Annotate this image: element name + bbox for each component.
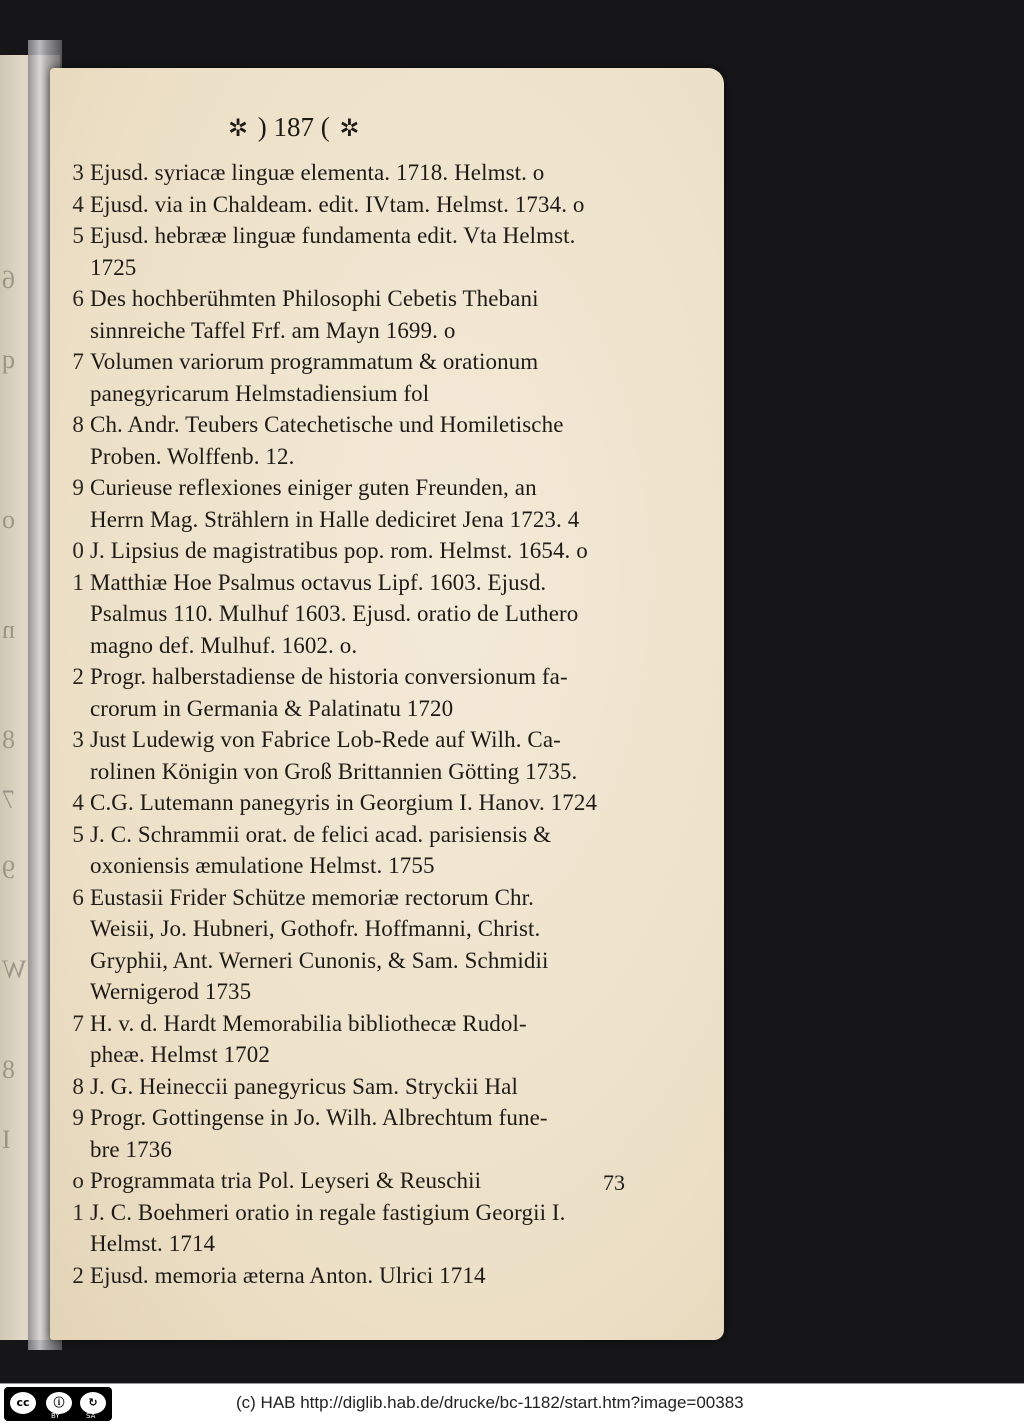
entry-line: [50, 538, 588, 564]
entry-text: Wernigerod 1735: [90, 979, 252, 1004]
entry-number: 9: [72, 1105, 84, 1130]
entry-text: magno def. Mulhuf. 1602. o.: [90, 632, 358, 658]
entry-line: [50, 696, 453, 722]
entry-number: 2: [72, 1262, 84, 1288]
entry-line: [50, 1105, 548, 1131]
entry-text: Gryphii, Ant. Werneri Cunonis, & Sam. Schmidii: [90, 947, 549, 973]
entry-number: 3: [72, 727, 84, 752]
entry-text: Des hochberühmten Philosophi Cebetis Thebani: [90, 286, 539, 311]
entry-number: 4: [72, 790, 84, 815]
entry-text: J. G. Heineccii panegyricus Sam. Stryckii Hal: [90, 1073, 518, 1099]
entry-text: Ejusd. hebrææ linguæ fundamenta edit. Vta Helmst.: [90, 223, 576, 248]
entry-line: [50, 664, 568, 690]
entry-number: 8: [72, 1073, 84, 1099]
entry-number: 2: [72, 664, 84, 689]
ornament-icon: ✲: [339, 116, 360, 142]
entry-text: C.G. Lutemann panegyris in Georgium I. Hanov. 1724: [90, 790, 598, 815]
entry-text: oxoniensis æmulatione Helmst. 1755: [90, 853, 435, 878]
entry-text: Just Ludewig von Fabrice Lob-Rede auf Wilh. Ca-: [90, 727, 561, 752]
page-number: ) 187 (: [257, 112, 330, 142]
entry-text: Programmata tria Pol. Leyseri & Reuschii: [90, 1168, 482, 1193]
entry-number: 1: [72, 1199, 84, 1225]
entry-text: Matthiæ Hoe Psalmus octavus Lipf. 1603. Ejusd.: [90, 569, 547, 595]
entry-text: 1725: [90, 254, 137, 280]
entry-text: bre 1736: [90, 1136, 172, 1162]
book-page: [50, 68, 724, 1340]
entry-line: [50, 381, 429, 407]
entry-number: 0: [72, 538, 84, 563]
entry-number: 9: [72, 475, 84, 500]
entry-line: [50, 979, 251, 1005]
entry-line: [50, 223, 576, 249]
entry-number: 6: [72, 884, 84, 910]
entry-line: [50, 286, 539, 312]
cc-label-sa: SA: [86, 1412, 96, 1420]
entry-line: [50, 412, 564, 438]
entry-number: 7: [72, 349, 84, 374]
entry-text: crorum in Germania & Palatinatu 1720: [90, 695, 454, 721]
cc-label-by: BY: [51, 1412, 60, 1420]
footer-bar: [0, 1383, 1024, 1424]
entry-text: J. C. Boehmeri oratio in regale fastigium Georgii I.: [90, 1199, 566, 1225]
entry-text: Ejusd. memoria æterna Anton. Ulrici 1714: [90, 1262, 486, 1288]
entry-text: Helmst. 1714: [90, 1231, 216, 1256]
sa-icon: ↻: [78, 1390, 108, 1416]
entry-text: Curieuse reflexiones einiger guten Freunden, an: [90, 475, 537, 500]
entry-line: [50, 759, 577, 785]
entry-line: [50, 1263, 486, 1289]
entry-text: sinnreiche Taffel Frf. am Mayn 1699. o: [90, 317, 456, 343]
entry-text: rolinen Königin von Groß Brittannien Götting 1735.: [90, 758, 578, 784]
entry-line: [50, 948, 548, 974]
entry-line: [50, 1011, 527, 1037]
facing-page-edge: 6 q o n 8 7 9 W 8 I: [0, 55, 60, 1340]
entry-line: [50, 475, 537, 501]
entry-line: [50, 160, 544, 186]
entry-text: Weisii, Jo. Hubneri, Gothofr. Hoffmanni, Christ.: [90, 916, 541, 941]
copyright-link[interactable]: (c) HAB http://diglib.hab.de/drucke/bc-1182/start.htm?image=00383: [236, 1393, 744, 1412]
entry-text: Herrn Mag. Strählern in Halle dediciret Jena 1723. 4: [90, 506, 580, 532]
cc-license-badge[interactable]: [4, 1387, 112, 1421]
entry-text: Ejusd. syriacæ linguæ elementa. 1718. Helmst. o: [90, 160, 545, 185]
entry-line: [50, 349, 538, 375]
entry-line: [50, 255, 136, 281]
entry-line: [50, 885, 534, 911]
entry-text: Volumen variorum programmatum & orationum: [90, 349, 539, 374]
ornament-icon: ✲: [227, 116, 249, 142]
entry-text: J. Lipsius de magistratibus pop. rom. Helmst. 1654. o: [90, 538, 588, 563]
entry-text: Ejusd. via in Chaldeam. edit. IVtam. Helmst. 1734. o: [90, 191, 585, 217]
entry-line: [50, 1200, 566, 1226]
entry-number: 7: [72, 1010, 84, 1036]
entry-text: Ch. Andr. Teubers Catechetische und Homiletische: [90, 412, 564, 437]
entry-text: J. C. Schrammii orat. de felici acad. parisiensis &: [90, 821, 552, 847]
entry-number: o: [72, 1168, 84, 1193]
entry-line: [50, 1231, 215, 1257]
entry-number: 6: [72, 286, 84, 311]
entry-text: Proben. Wolffenb. 12.: [90, 443, 295, 469]
entry-line: [50, 444, 294, 470]
entry-line: [50, 318, 455, 344]
entry-line: [50, 570, 546, 596]
entry-line: [50, 853, 435, 879]
entry-text: Progr. Gottingense in Jo. Wilh. Albrechtum fune-: [90, 1105, 548, 1130]
entry-text: panegyricarum Helmstadiensium fol: [90, 380, 430, 406]
entry-line: [50, 916, 540, 942]
entry-text: Eustasii Frider Schütze memoriæ rectorum Chr.: [90, 884, 534, 910]
entry-line: [50, 822, 551, 848]
entry-number: 5: [72, 223, 84, 248]
entry-text: Progr. halberstadiense de historia conversionum fa-: [90, 664, 568, 689]
signature-mark: 73: [603, 1170, 625, 1195]
entry-line: [50, 790, 597, 816]
entry-line: [50, 1042, 270, 1068]
entry-line: [50, 1168, 481, 1194]
entry-line: [50, 1074, 518, 1100]
entry-number: 5: [72, 821, 84, 847]
entry-line: [50, 1137, 172, 1163]
entry-line: [50, 601, 578, 627]
entry-number: 1: [72, 569, 84, 595]
entry-number: 8: [72, 412, 84, 437]
by-icon: ⓘ: [44, 1390, 74, 1416]
entry-line: [50, 633, 357, 659]
entry-number: 3: [72, 160, 84, 185]
cc-icon: cc: [8, 1390, 38, 1416]
entry-line: [50, 507, 579, 533]
entry-line: [50, 192, 585, 218]
page-header: [225, 112, 362, 143]
entry-number: 4: [72, 191, 84, 217]
entry-text: pheæ. Helmst 1702: [90, 1042, 270, 1067]
entry-line: [50, 727, 561, 753]
entry-text: Psalmus 110. Mulhuf 1603. Ejusd. oratio de Luthero: [90, 601, 579, 626]
entry-text: H. v. d. Hardt Memorabilia bibliothecæ Rudol-: [90, 1010, 527, 1036]
